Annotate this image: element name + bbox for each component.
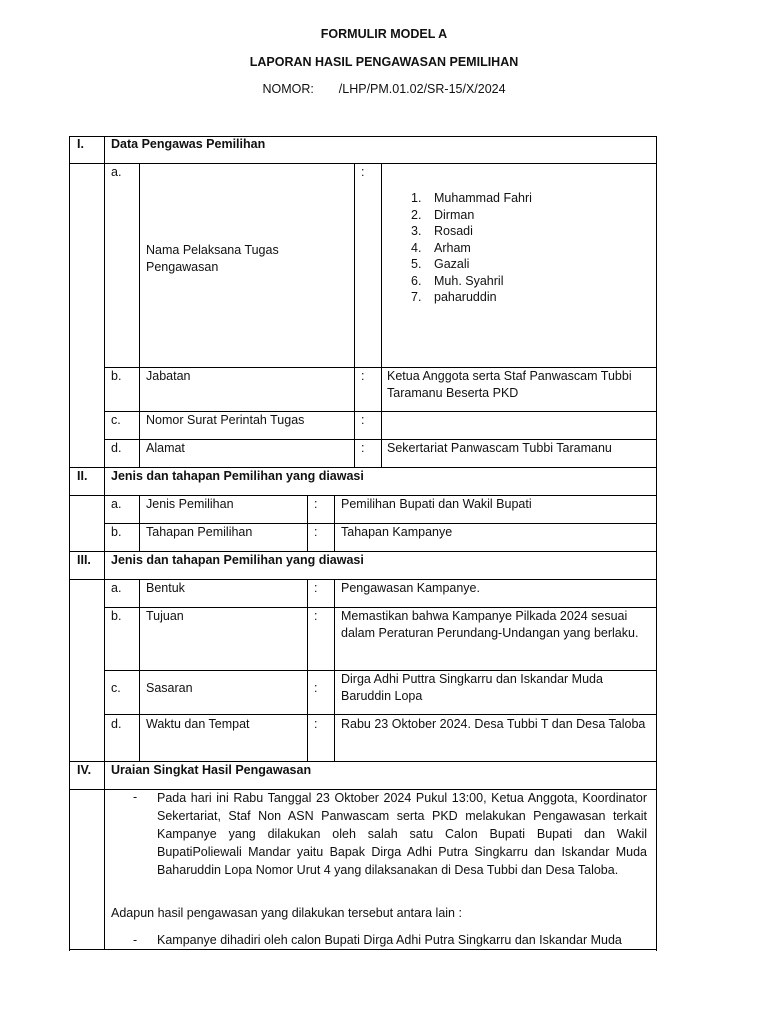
form-title: FORMULIR MODEL A	[320, 27, 448, 41]
field-value: Rabu 23 Oktober 2024. Desa Tubbi T dan Desa Taloba	[341, 717, 646, 731]
nomor-value: /LHP/PM.01.02/SR-15/X/2024	[338, 82, 506, 96]
field-value: Memastikan bahwa Kampanye Pilkada 2024 sesuai dalam Peraturan Perundang-Undangan yang berlaku.	[341, 609, 639, 640]
column-divider	[139, 579, 140, 761]
list-item: 1. Muhammad Fahri	[411, 191, 532, 205]
row-letter: b.	[111, 525, 122, 539]
field-colon: :	[314, 717, 318, 731]
column-divider	[104, 136, 105, 950]
report-paragraph: Pada hari ini Rabu Tanggal 23 Oktober 2024 Pukul 13:00, Ketua Anggota, Koordinator Sekertariat, Staf Non ASN Panwascam serta PKD melakukan Pengawasan terkait Kampanye yang dilakukan oleh salah satu Calon Bupati Bupati dan Wakil BupatiPoliewali Mandar yaitu Bapak Dirga Adhi Putra Singkarru dan Iskandar Muda Baharuddin Lopa Nomor Urut 4 yang dilaksanakan di Desa Tubbi dan Desa Taloba.	[157, 791, 647, 877]
row-divider	[69, 949, 656, 950]
field-value: Tahapan Kampanye	[341, 525, 453, 539]
row-letter: c.	[111, 413, 121, 427]
column-divider	[139, 495, 140, 551]
field-value: Pemilihan Bupati dan Wakil Bupati	[341, 497, 532, 511]
field-label: Tahapan Pemilihan	[146, 525, 253, 539]
field-colon: :	[361, 441, 365, 455]
column-divider	[139, 163, 140, 467]
field-label: Waktu dan Tempat	[146, 717, 250, 731]
field-colon: :	[361, 165, 365, 179]
row-letter: c.	[111, 681, 121, 695]
field-value: Ketua Anggota serta Staf Panwascam Tubbi Taramanu Beserta PKD	[387, 369, 632, 400]
field-label: Nama Pelaksana Tugas Pengawasan	[146, 243, 279, 274]
list-item: 2. Dirman	[411, 207, 475, 222]
column-divider	[334, 579, 335, 761]
field-label: Alamat	[146, 441, 185, 455]
report-paragraph: Kampanye dihadiri oleh calon Bupati Dirga Adhi Putra Singkarru dan Iskandar Muda	[157, 933, 622, 947]
field-colon: :	[361, 413, 365, 427]
section-number: III.	[77, 553, 91, 567]
row-letter: a.	[111, 497, 122, 511]
column-divider	[334, 495, 335, 551]
section-title: Jenis dan tahapan Pemilihan yang diawasi	[111, 553, 364, 567]
nomor-label: NOMOR:	[262, 82, 314, 96]
report-number	[0, 82, 768, 96]
field-colon: :	[314, 681, 318, 695]
row-letter: a.	[111, 581, 122, 595]
field-colon: :	[314, 581, 318, 595]
field-label: Jenis Pemilihan	[146, 497, 234, 511]
row-letter: d.	[111, 441, 122, 455]
section-title: Jenis dan tahapan Pemilihan yang diawasi	[111, 469, 364, 483]
bullet-dash: -	[133, 790, 138, 804]
field-value: Pengawasan Kampanye.	[341, 581, 480, 595]
list-item: 3. Rosadi	[411, 224, 473, 238]
list-item: 6. Muh. Syahril	[411, 273, 504, 288]
list-item: 4. Arham	[411, 240, 471, 255]
bullet-dash: -	[133, 933, 138, 947]
results-intro: Adapun hasil pengawasan yang dilakukan tersebut antara lain :	[111, 906, 462, 920]
section-number: II.	[77, 469, 88, 483]
row-letter: d.	[111, 717, 122, 731]
list-item: 7. paharuddin	[411, 290, 497, 304]
field-label: Tujuan	[146, 609, 184, 623]
column-divider	[307, 495, 308, 551]
field-colon: :	[361, 369, 365, 383]
column-divider	[307, 579, 308, 761]
section-number: IV.	[77, 763, 92, 777]
row-divider	[104, 714, 656, 715]
field-label: Nomor Surat Perintah Tugas	[146, 413, 305, 427]
row-letter: b.	[111, 609, 122, 623]
field-label: Bentuk	[146, 581, 185, 595]
field-colon: :	[314, 609, 318, 623]
field-value: Sekertariat Panwascam Tubbi Taramanu	[387, 441, 612, 455]
field-label: Jabatan	[146, 369, 191, 383]
row-letter: a.	[111, 165, 122, 179]
section-title: Uraian Singkat Hasil Pengawasan	[111, 763, 312, 777]
section-title: Data Pengawas Pemilihan	[111, 137, 266, 151]
report-title: LAPORAN HASIL PENGAWASAN PEMILIHAN	[249, 55, 519, 69]
section-number: I.	[77, 137, 84, 151]
column-divider	[354, 163, 355, 467]
field-colon: :	[314, 525, 318, 539]
officer-name-list	[381, 190, 532, 306]
field-label: Sasaran	[146, 681, 193, 695]
list-item: 5. Gazali	[411, 257, 470, 271]
row-letter: b.	[111, 369, 122, 383]
field-colon: :	[314, 497, 318, 511]
field-value: Dirga Adhi Puttra Singkarru dan Iskandar Muda Baruddin Lopa	[341, 672, 603, 703]
